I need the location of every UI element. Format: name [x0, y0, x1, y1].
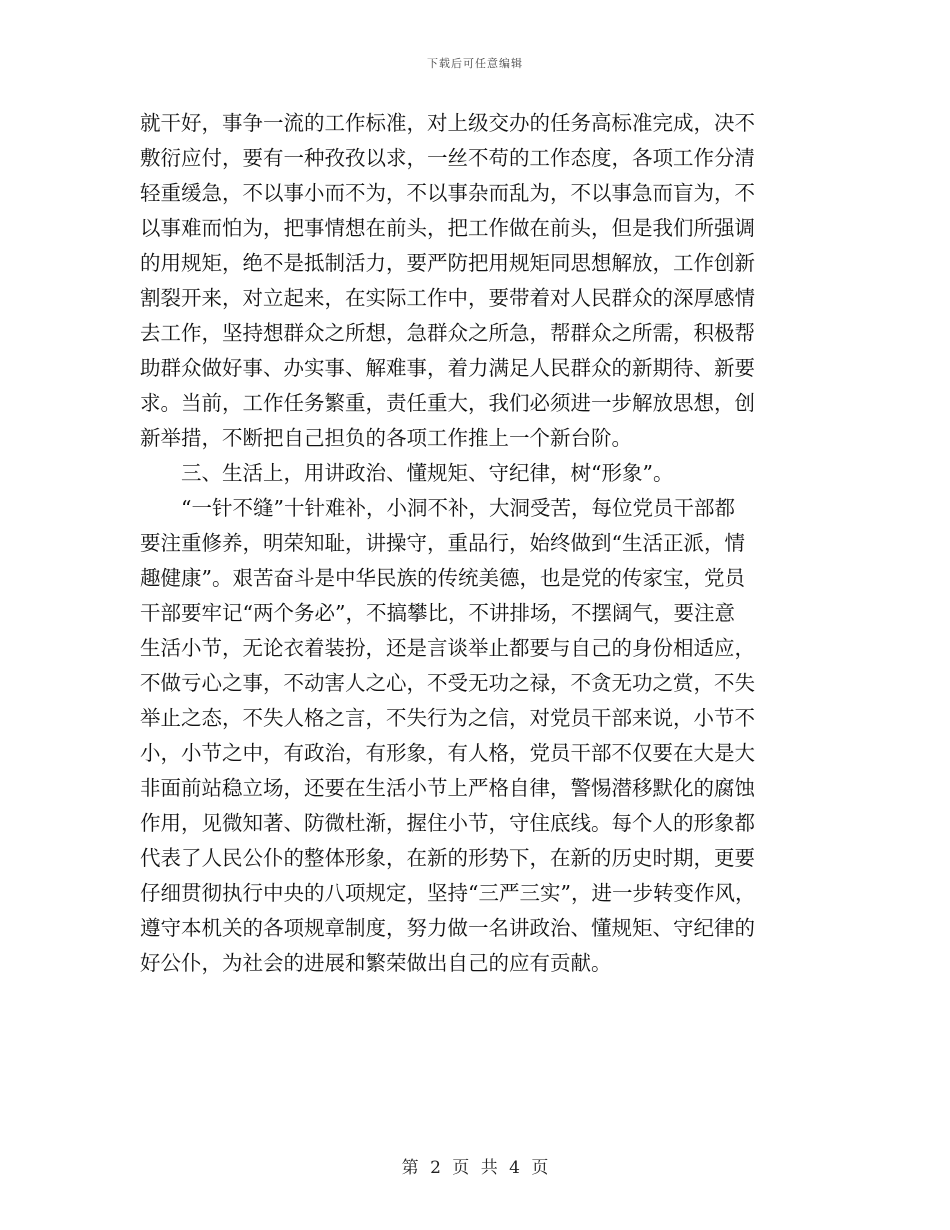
page-number: 第 2 页 共 4 页: [401, 1158, 549, 1178]
text-line-16: 生活小节，无论衣着装扮，还是言谈举止都要与自己的身份相适应，: [140, 636, 755, 660]
text-line-6: 割裂开来，对立起来，在实际工作中，要带着对人民群众的深厚感情: [140, 286, 755, 310]
text-line-2: 敷衍应付，要有一种孜孜以求，一丝不苟的工作态度，各项工作分清: [140, 146, 755, 170]
text-line-7: 去工作，坚持想群众之所想，急群众之所急，帮群众之所需，积极帮: [140, 321, 755, 345]
text-line-18: 举止之态，不失人格之言，不失行为之信，对党员干部来说，小节不: [140, 706, 755, 730]
text-line-25: 好公仆，为社会的进展和繁荣做出自己的应有贡献。: [140, 951, 612, 975]
text-line-15: 干部要牢记“两个务必”，不搞攀比，不讲排场，不摆阔气，要注意: [140, 601, 735, 625]
page-header-note: 下载后可任意编辑: [427, 57, 523, 70]
text-line-24: 遵守本机关的各项规章制度，努力做一名讲政治、懂规矩、守纪律的: [140, 916, 755, 940]
text-line-13: 要注重修养，明荣知耻，讲操守，重品行，始终做到“生活正派，情: [140, 531, 745, 555]
text-line-8: 助群众做好事、办实事、解难事，着力满足人民群众的新期待、新要: [140, 356, 755, 380]
text-line-12: “一针不缝”十针难补，小洞不补，大洞受苦，每位党员干部都: [140, 496, 735, 520]
text-line-3: 轻重缓急，不以事小而不为，不以事杂而乱为，不以事急而盲为，不: [140, 181, 755, 205]
text-line-5: 的用规矩，绝不是抵制活力，要严防把用规矩同思想解放，工作创新: [140, 251, 755, 275]
section-heading: 三、生活上，用讲政治、懂规矩、守纪律，树“形象”。: [140, 461, 674, 485]
text-line-22: 代表了人民公仆的整体形象，在新的形势下，在新的历史时期，更要: [140, 846, 755, 870]
text-line-10: 新举措，不断把自己担负的各项工作推上一个新台阶。: [140, 426, 632, 450]
text-line-23: 仔细贯彻执行中央的八项规定，坚持“三严三实”，进一步转变作风，: [140, 881, 756, 905]
document-body: [140, 106, 812, 981]
text-line-14: 趣健康”。艰苦奋斗是中华民族的传统美德，也是党的传家宝，党员: [140, 566, 745, 590]
text-line-20: 非面前站稳立场，还要在生活小节上严格自律，警惕潜移默化的腐蚀: [140, 776, 755, 800]
text-line-9: 求。当前，工作任务繁重，责任重大，我们必须进一步解放思想，创: [140, 391, 755, 415]
text-line-17: 不做亏心之事，不动害人之心，不受无功之禄，不贪无功之赏，不失: [140, 671, 755, 695]
text-line-19: 小，小节之中，有政治，有形象，有人格，党员干部不仅要在大是大: [140, 741, 755, 765]
text-line-4: 以事难而怕为，把事情想在前头，把工作做在前头，但是我们所强调: [140, 216, 755, 240]
text-line-21: 作用，见微知著、防微杜渐，握住小节，守住底线。每个人的形象都: [140, 811, 755, 835]
text-line-1: 就干好，事争一流的工作标准，对上级交办的任务高标准完成，决不: [140, 111, 755, 135]
